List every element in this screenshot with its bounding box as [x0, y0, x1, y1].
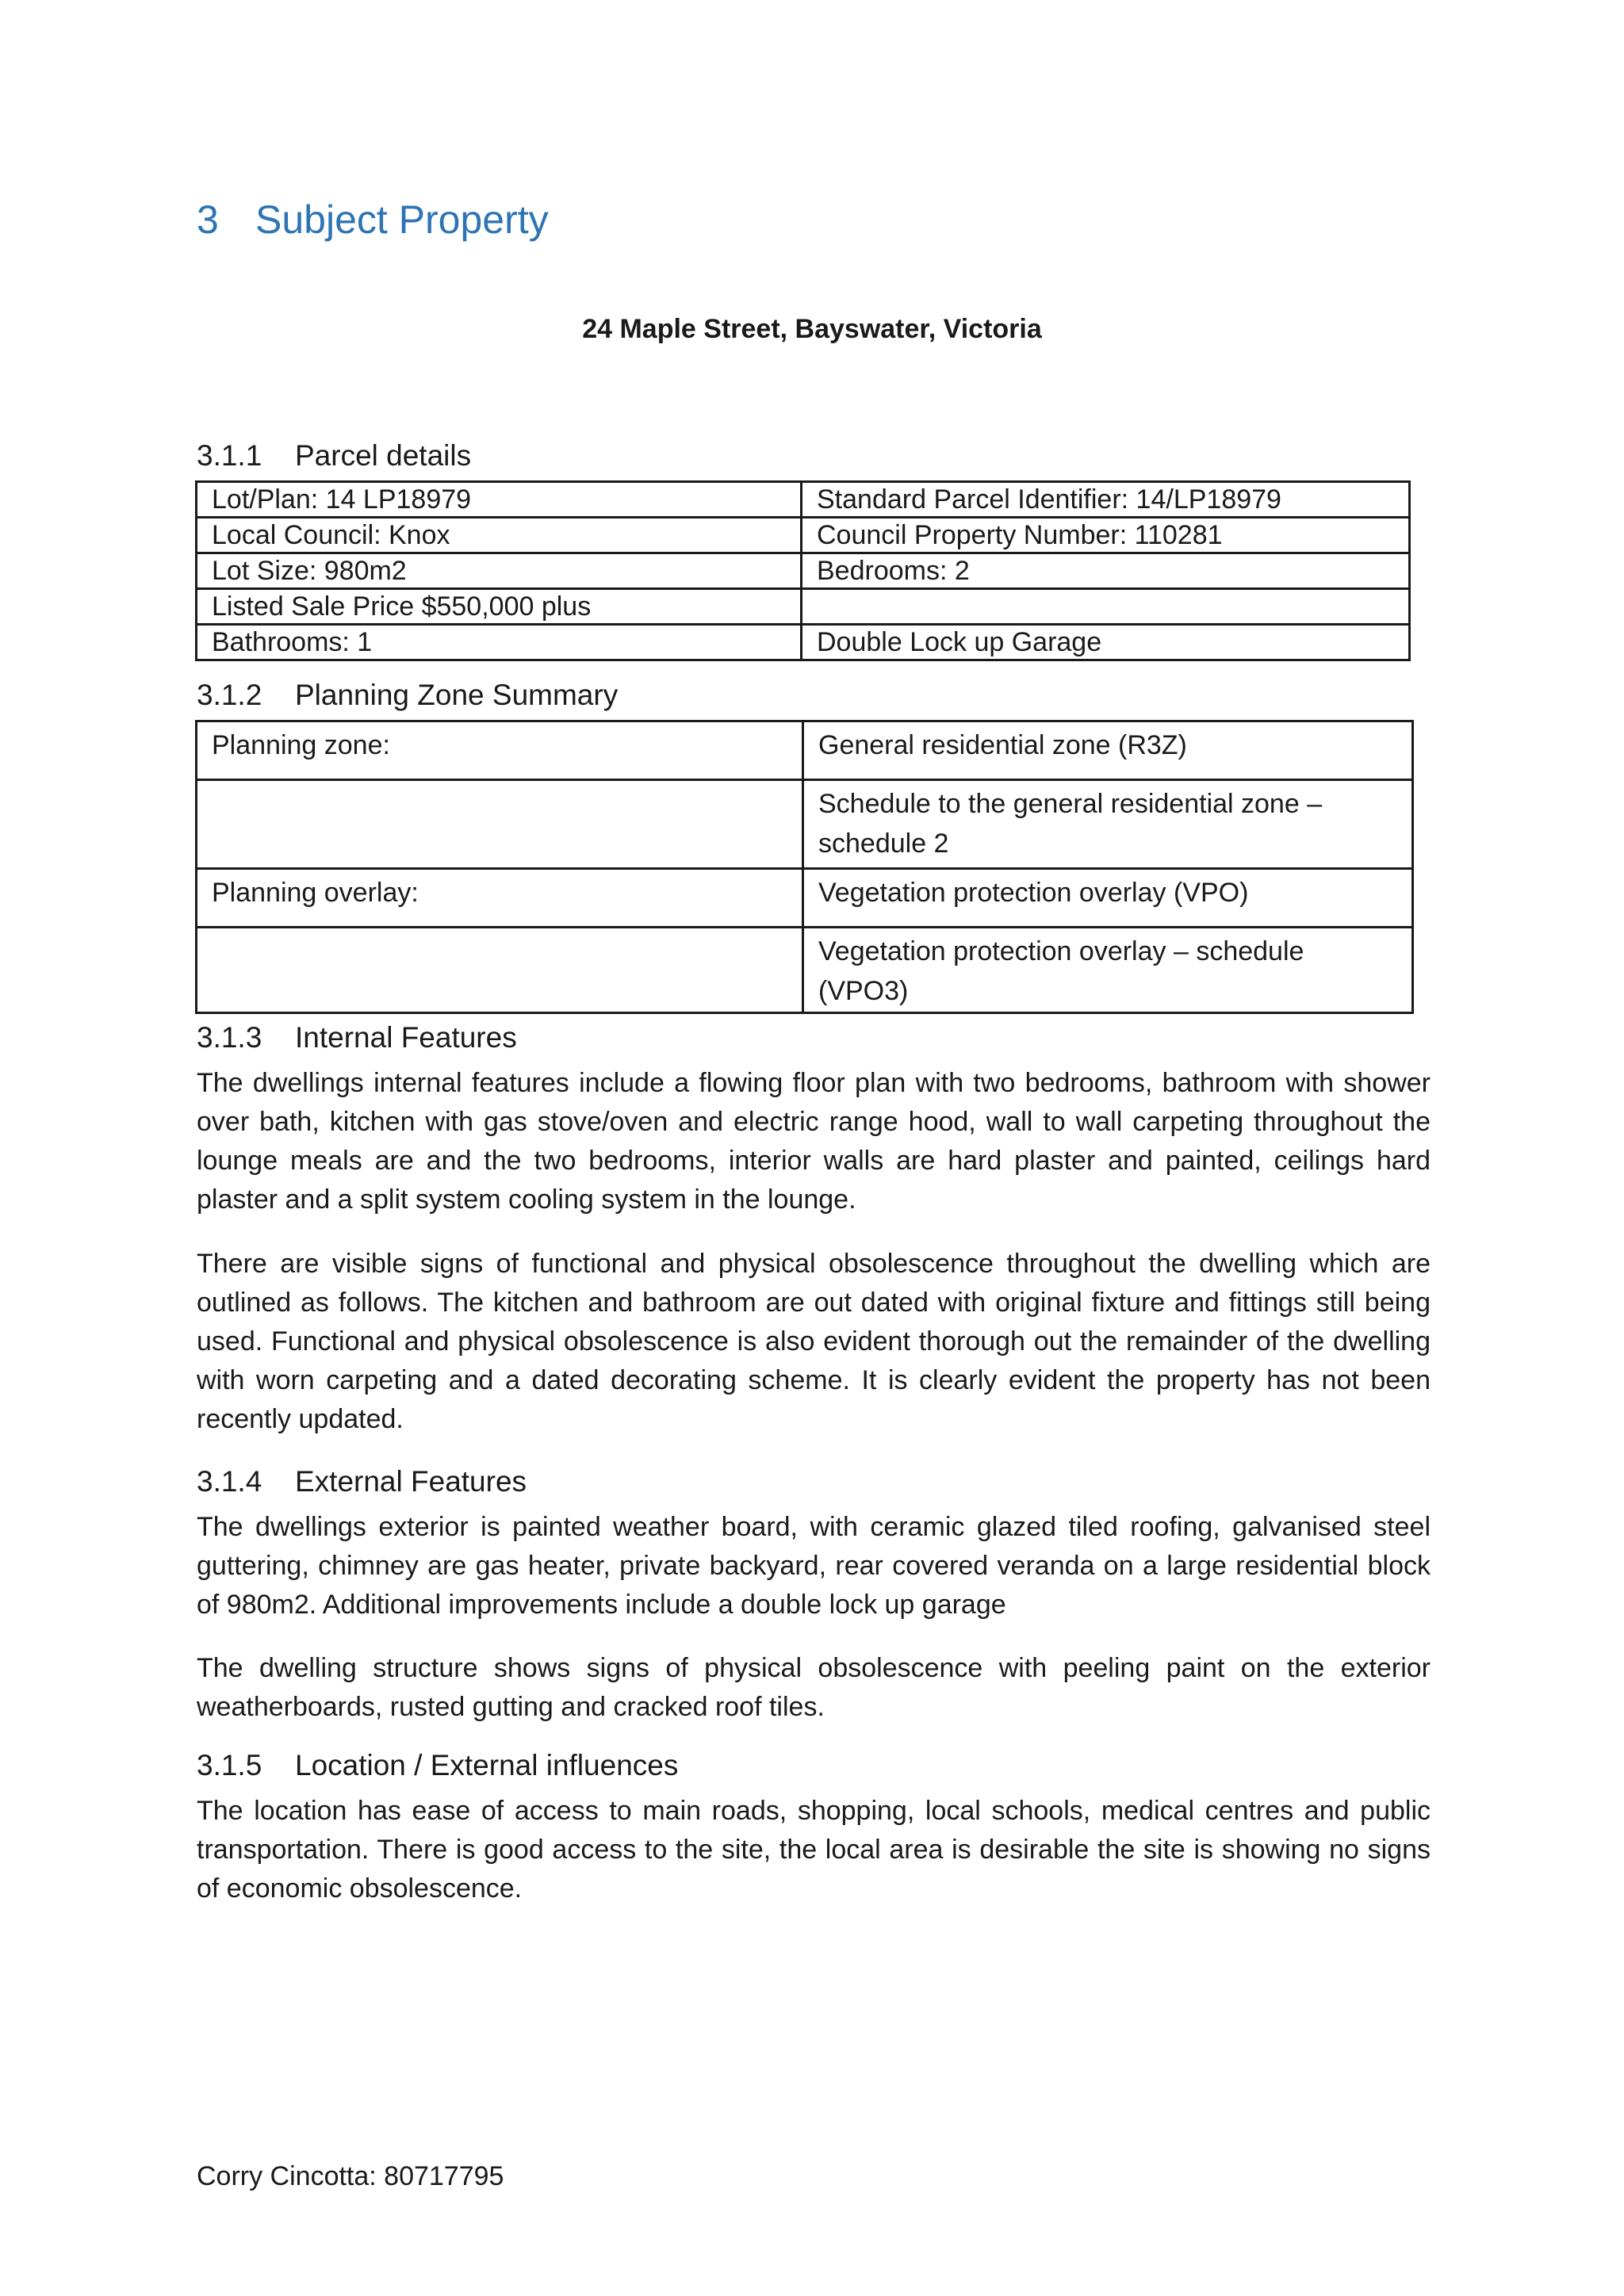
table-row	[197, 780, 1413, 869]
parcel-details-table	[195, 480, 1411, 661]
table-row	[197, 625, 1410, 660]
heading-text: External Features	[295, 1465, 527, 1498]
internal-features-heading	[197, 1021, 517, 1054]
table-row	[197, 721, 1413, 780]
table-cell: Planning zone:	[197, 721, 803, 780]
parcel-details-heading	[197, 439, 471, 473]
table-cell: Local Council: Knox	[197, 518, 802, 553]
property-address: 24 Maple Street, Bayswater, Victoria	[582, 314, 1042, 344]
heading-number: 3.1.4	[197, 1465, 262, 1498]
table-row	[197, 482, 1410, 518]
table-row	[197, 518, 1410, 553]
planning-zone-table	[195, 720, 1414, 1014]
external-features-heading	[197, 1465, 527, 1498]
section-title-text: Subject Property	[255, 197, 549, 242]
page-footer: Corry Cincotta: 80717795	[197, 2161, 504, 2191]
internal-features-paragraph-1: The dwellings internal features include a flowing floor plan with two bedrooms, bathroom with shower over bath, kitchen with gas stove/oven and electric range hood, wall to wall carpeting throughout the lounge meals are and the two bedrooms, interior walls are hard plaster and painted, ceilings hard plaster and a split system cooling system in the lounge.	[197, 1068, 1431, 1215]
table-cell	[197, 780, 803, 869]
table-cell: Bathrooms: 1	[197, 625, 802, 660]
heading-number: 3.1.3	[197, 1021, 262, 1054]
external-features-paragraph-2: The dwelling structure shows signs of physical obsolescence with peeling paint on the exterior weatherboards, rusted gutting and cracked roof tiles.	[197, 1653, 1431, 1722]
heading-number: 3.1.1	[197, 439, 262, 472]
table-cell: Listed Sale Price $550,000 plus	[197, 589, 802, 625]
table-cell: Vegetation protection overlay – schedule (VPO3)	[803, 928, 1413, 1013]
table-cell: Standard Parcel Identifier: 14/LP18979	[802, 482, 1410, 518]
table-row	[197, 553, 1410, 589]
table-cell: General residential zone (R3Z)	[803, 721, 1413, 780]
section-number: 3	[197, 197, 219, 242]
section-title	[197, 197, 549, 243]
planning-zone-heading	[197, 679, 618, 712]
table-cell: Planning overlay:	[197, 869, 803, 928]
table-cell: Vegetation protection overlay (VPO)	[803, 869, 1413, 928]
heading-number: 3.1.2	[197, 679, 262, 711]
location-paragraph: The location has ease of access to main roads, shopping, local schools, medical centres and public transportation. There is good access to the site, the local area is desirable the site is showing no signs of economic obsolescence.	[197, 1796, 1431, 1904]
heading-text: Parcel details	[295, 439, 472, 472]
table-cell: Double Lock up Garage	[802, 625, 1410, 660]
table-cell: Lot Size: 980m2	[197, 553, 802, 589]
heading-number: 3.1.5	[197, 1749, 262, 1781]
location-heading	[197, 1749, 678, 1782]
internal-features-paragraph-2: There are visible signs of functional and physical obsolescence throughout the dwelling which are outlined as follows. The kitchen and bathroom are out dated with original fixture and fittings still being used. Functional and physical obsolescence is also evident thorough out the remainder of the dwelling with worn carpeting and a dated decorating scheme. It is clearly evident the property has not been recently updated.	[197, 1249, 1431, 1434]
heading-text: Planning Zone Summary	[295, 679, 619, 711]
table-row	[197, 928, 1413, 1013]
table-cell: Lot/Plan: 14 LP18979	[197, 482, 802, 518]
table-row	[197, 869, 1413, 928]
table-cell	[802, 589, 1410, 625]
heading-text: Location / External influences	[295, 1749, 679, 1781]
table-cell: Bedrooms: 2	[802, 553, 1410, 589]
external-features-paragraph-1: The dwellings exterior is painted weather board, with ceramic glazed tiled roofing, galvanised steel guttering, chimney are gas heater, private backyard, rear covered veranda on a large residential block of 980m2. Additional improvements include a double lock up garage	[197, 1512, 1431, 1620]
table-cell: Schedule to the general residential zone – schedule 2	[803, 780, 1413, 869]
heading-text: Internal Features	[295, 1021, 517, 1054]
table-row	[197, 589, 1410, 625]
table-cell: Council Property Number: 110281	[802, 518, 1410, 553]
table-cell	[197, 928, 803, 1013]
